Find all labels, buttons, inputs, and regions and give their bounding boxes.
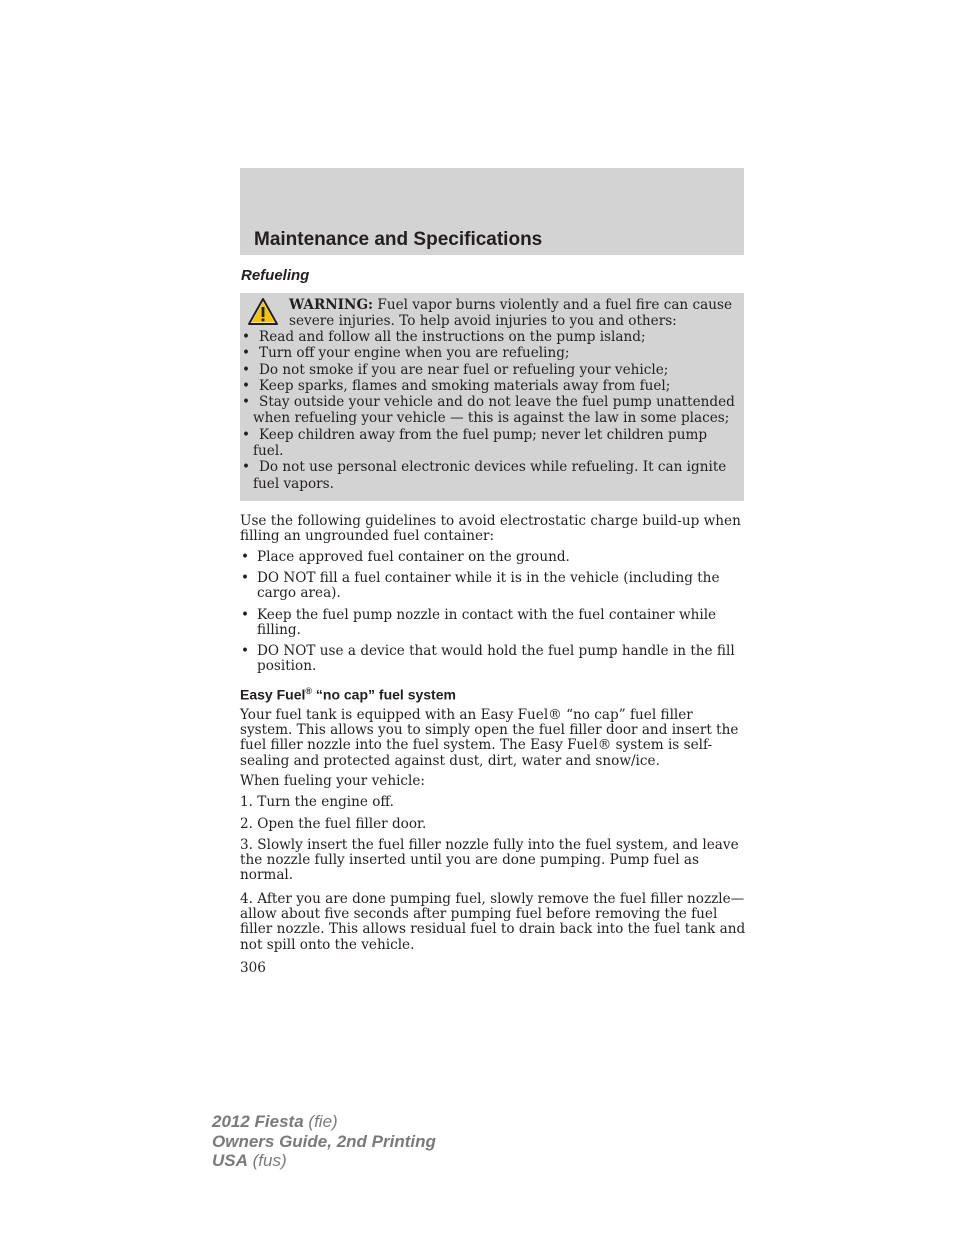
easy-fuel-paragraph: Your fuel tank is equipped with an Easy Fuel® “no cap” fuel filler system. This allows you to simply open the fuel filler door and insert the fuel filler nozzle into the fuel system. The Easy Fuel® system is self-sealing and protected against dust, dirt, water and snow/ice. [240, 707, 739, 769]
chapter-title: Maintenance and Specifications [254, 229, 543, 250]
section-header-band [240, 168, 744, 255]
page-number: 306 [240, 960, 266, 976]
warning-item: • Keep children away from the fuel pump; never let children pump fuel. [240, 427, 740, 460]
document-footer: 2012 Fiesta (fie) Owners Guide, 2nd Printing USA (fus) [212, 1112, 436, 1170]
warning-item: • Do not smoke if you are near fuel or refueling your vehicle; [240, 362, 740, 378]
fueling-when: When fueling your vehicle: [240, 773, 426, 789]
guideline-item: • DO NOT fill a fuel container while it is in the vehicle (including the cargo area). [240, 571, 746, 601]
fueling-step: 3. Slowly insert the fuel filler nozzle fully into the fuel system, and leave the nozzle fully inserted until you are done pumping. Pump fuel as normal. [240, 837, 739, 884]
guideline-item: • Keep the fuel pump nozzle in contact with the fuel container while filling. [240, 608, 746, 638]
warning-list [240, 329, 740, 492]
fueling-step: 4. After you are done pumping fuel, slowly remove the fuel filler nozzle—allow about five seconds after pumping fuel before removing the fuel filler nozzle. This allows residual fuel to drain back into the fuel tank and not spill onto the vehicle. [240, 891, 746, 953]
warning-intro [289, 297, 737, 330]
section-title: Refueling [241, 267, 310, 284]
guidelines-intro: Use the following guidelines to avoid electrostatic charge build-up when filling an ungrounded fuel container: [240, 513, 741, 545]
warning-item: • Turn off your engine when you are refueling; [240, 345, 740, 361]
warning-triangle-icon [247, 297, 279, 327]
fueling-step: 1. Turn the engine off. [240, 794, 394, 810]
warning-item: • Read and follow all the instructions on the pump island; [240, 329, 740, 345]
warning-item: • Keep sparks, flames and smoking materials away from fuel; [240, 378, 740, 394]
guideline-item: • DO NOT use a device that would hold the fuel pump handle in the fill position. [240, 644, 746, 674]
easy-fuel-title: Easy Fuel® “no cap” fuel system [240, 686, 456, 703]
warning-box [240, 293, 744, 501]
guidelines-list [240, 550, 746, 680]
fueling-step: 2. Open the fuel filler door. [240, 816, 427, 832]
warning-item: • Do not use personal electronic devices while refueling. It can ignite fuel vapors. [240, 459, 740, 492]
warning-intro-text: Fuel vapor burns violently and a fuel fire can cause severe injuries. To help avoid injuries to you and others: [289, 297, 732, 330]
warning-item: • Stay outside your vehicle and do not leave the fuel pump unattended when refueling your vehicle — this is against the law in some places; [240, 394, 740, 427]
warning-label: WARNING: [289, 297, 374, 313]
guideline-item: • Place approved fuel container on the ground. [240, 550, 746, 565]
